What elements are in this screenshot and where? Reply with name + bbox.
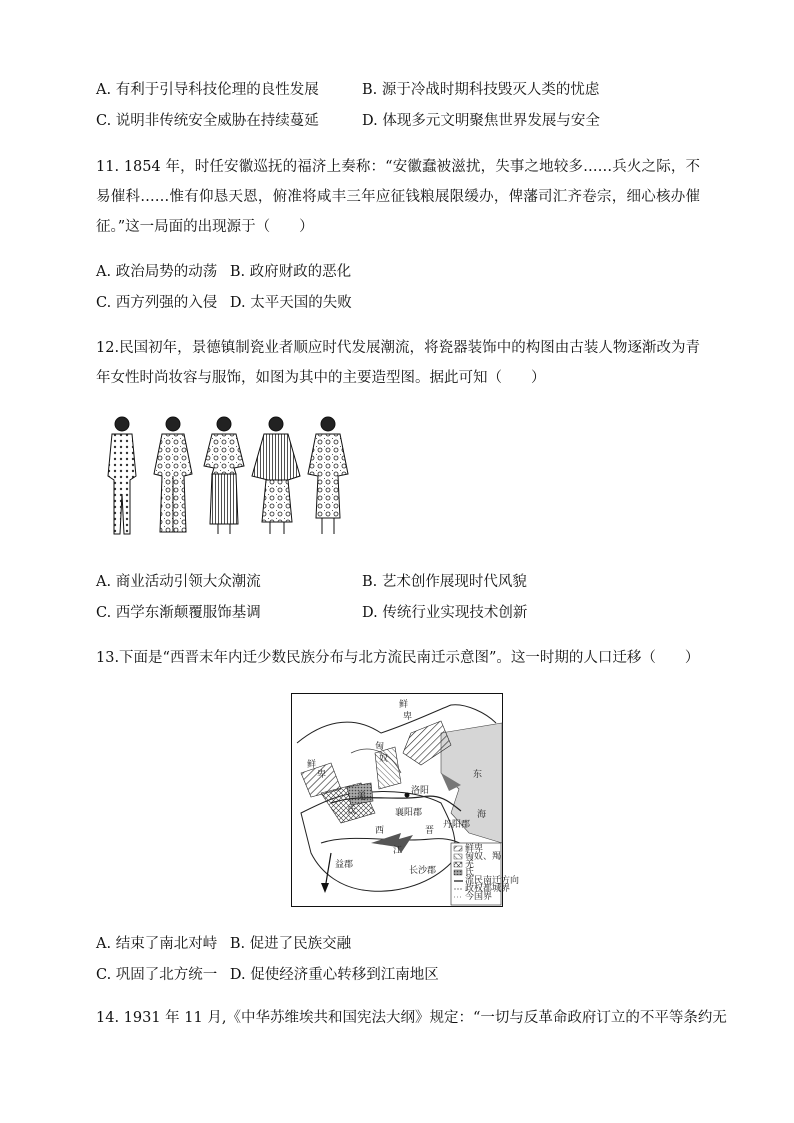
map-label-qiang: 羌: [357, 792, 367, 802]
legend-qiang: 羌: [465, 860, 475, 870]
map-label-xi: 西: [375, 826, 385, 836]
q10-option-d: D. 体现多元文明聚焦世界发展与安全: [362, 113, 600, 129]
map-label-di: 氐: [347, 806, 357, 816]
map-label-xian1: 鲜: [399, 700, 409, 710]
map-label-jiang: 江: [393, 846, 403, 856]
map-label-xian2: 鲜: [307, 760, 317, 770]
western-jin-migration-map: [291, 693, 520, 907]
figure-4: [252, 417, 300, 534]
figure-1: [108, 417, 136, 534]
map-label-bei1: 卑: [403, 712, 413, 722]
figure-2: [154, 417, 192, 532]
q11-stem: 11. 1854 年，时任安徽巡抚的福济上奏称：“安徽蠢被滋扰，失事之地较多……兵火之际，不易催科……惟有仰恳天恩，俯准将咸丰三年应征钱粮展限缓办，俾藩司汇齐卷宗，细心核办催征。”这一局面的出现源于（ ）: [96, 159, 700, 235]
q13-option-ab: [96, 934, 351, 954]
map-label-danyang: 丹阳郡: [443, 820, 471, 830]
q12-option-b: B. 艺术创作展现时代风貌: [362, 574, 527, 590]
map-label-bei2: 卑: [317, 770, 327, 780]
q11-option-b: B. 政府财政的恶化: [229, 264, 352, 280]
q10-option-a: A. 有利于引导科技伦理的良性发展: [96, 82, 319, 98]
q13-option-a: A. 结束了南北对峙: [96, 936, 218, 952]
q13-option-d: D. 促使经济重心转移到江南地区: [229, 967, 439, 983]
map-label-dong: 东: [473, 770, 483, 780]
figure-5: [308, 417, 348, 534]
figure-3: [204, 417, 244, 534]
legend-di: 氐: [465, 868, 475, 878]
q13-stem: 13.下面是“西晋末年内迁少数民族分布与北方流民南迁示意图”。这一时期的人口迁移（ ）: [96, 650, 700, 666]
map-label-luoyang: 洛阳: [411, 786, 430, 796]
legend-xianbei: 鲜卑: [465, 844, 484, 854]
q12-stem: 12.民国初年，景德镇制瓷业者顺应时代发展潮流，将瓷器装饰中的构图由古装人物逐渐改为青年女性时尚妆容与服饰，如图为其中的主要造型图。据此可知（ ）: [96, 340, 700, 386]
map-label-nu: 奴: [379, 754, 389, 764]
q11-option-ab: [96, 262, 351, 282]
legend-migration: 流民南迁方向: [465, 876, 520, 886]
q12-option-d: D. 传统行业实现技术创新: [362, 605, 528, 621]
q13-option-cd: [96, 965, 439, 985]
legend-xiongnu: 匈奴、羯: [465, 852, 502, 862]
q13-option-c: C. 巩固了北方统一: [96, 967, 218, 983]
map-label-xiangyang: 襄阳郡: [395, 808, 423, 818]
q11-option-a: A. 政治局势的动荡: [96, 264, 218, 280]
q11-option-c: C. 西方列强的入侵: [96, 295, 218, 311]
q10-option-b: B. 源于冷战时期科技毁灭人类的忧虑: [362, 82, 600, 98]
q12-option-c: C. 西学东渐颠覆服饰基调: [96, 605, 261, 621]
map-label-xiong: 匈: [375, 742, 385, 752]
map-label-hai: 海: [477, 810, 487, 820]
q14-stem: 14. 1931 年 11 月,《中华苏维埃共和国宪法大纲》规定：“一切与反革命政府订立的不平等条约无: [96, 1010, 727, 1026]
q11-option-d: D. 太平天国的失败: [229, 295, 352, 311]
map-label-jin: 晋: [425, 826, 435, 836]
map-legend: [451, 842, 519, 905]
q12-option-a: A. 商业活动引领大众潮流: [96, 574, 261, 590]
q13-option-b: B. 促进了民族交融: [229, 936, 352, 952]
fashion-figures-illustration: [100, 414, 360, 542]
map-label-changsha: 长沙郡: [409, 866, 437, 876]
map-label-yi: 益郡: [335, 860, 354, 870]
q10-option-c: C. 说明非传统安全威胁在持续蔓延: [96, 113, 319, 129]
legend-boundary: 政权都城界: [465, 884, 511, 894]
q11-option-cd: [96, 293, 352, 313]
legend-national: 今国界: [465, 892, 493, 902]
